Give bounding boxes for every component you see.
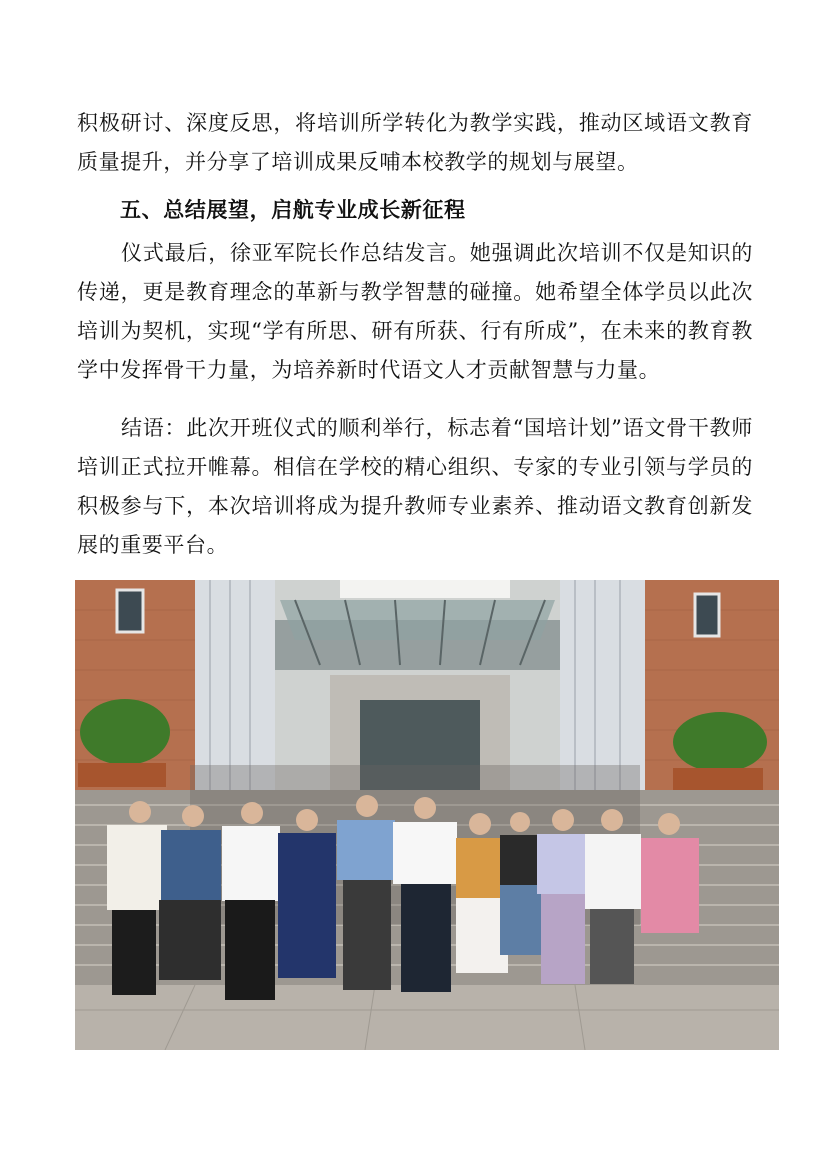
plaza	[75, 985, 779, 1050]
paragraph-closing-speech: 仪式最后，徐亚军院长作总结发言。她强调此次培训不仅是知识的传递，更是教育理念的革新与教学智慧的碰撞。她希望全体学员以此次培训为契机，实现“学有所思、研有所获、行有所成”，在未来的教育教学中发挥骨干力量，为培养新时代语文人才贡献智慧与力量。	[77, 241, 753, 382]
people-front-row	[107, 795, 699, 1000]
window-right	[695, 594, 719, 636]
column-left	[195, 580, 275, 795]
planter-left	[78, 763, 166, 787]
group-photo-illustration	[75, 580, 779, 1050]
group-photo	[75, 580, 779, 1050]
paragraph-conclusion: 结语：此次开班仪式的顺利举行，标志着“国培计划”语文骨干教师培训正式拉开帷幕。相信在学校的精心组织、专家的专业引领与学员的积极参与下，本次培训将成为提升教师专业素养、推动语文教育创新发展的重要平台。	[77, 416, 753, 557]
column-right	[560, 580, 645, 795]
building-sign	[340, 580, 510, 598]
planter-right	[673, 768, 763, 792]
paragraph-training-practice: 积极研讨、深度反思，将培训所学转化为教学实践，推动区域语文教育质量提升，并分享了培训成果反哺本校教学的规划与展望。	[77, 111, 753, 174]
shrub-right	[673, 712, 767, 772]
section-heading: 五、总结展望，启航专业成长新征程	[120, 198, 466, 222]
shrub-left	[80, 699, 170, 765]
window-left	[117, 590, 143, 632]
